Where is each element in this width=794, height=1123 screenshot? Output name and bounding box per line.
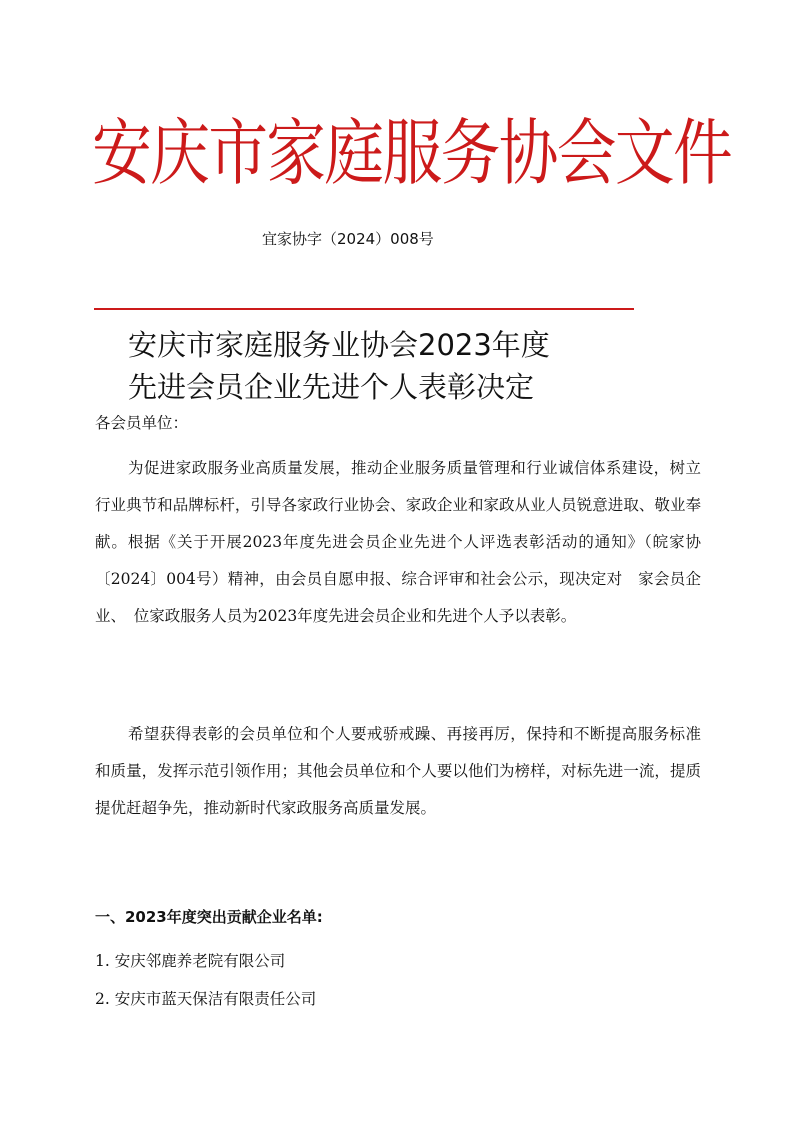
enterprise-list: [95, 950, 316, 1026]
body-paragraph-2: 希望获得表彰的会员单位和个人要戒骄戒躁、再接再厉，保持和不断提高服务标准和质量，发挥示范引领作用；其他会员单位和个人要以他们为榜样，对标先进一流，提质提优赶超争先，推动新时代家政服务高质量发展。: [95, 725, 701, 817]
masthead-title: 安庆市家庭服务协会文件: [92, 111, 732, 195]
title-line-1: 安庆市家庭服务业协会2023年度: [128, 328, 550, 362]
document-number: 宜家协字（2024）008号: [262, 230, 434, 248]
list-item: 2. 安庆市蓝天保洁有限责任公司: [95, 990, 317, 1008]
title-line-2: 先进会员企业先进个人表彰决定: [128, 370, 535, 404]
red-divider-line: [94, 308, 634, 310]
list-item: 1. 安庆邻鹿养老院有限公司: [95, 952, 286, 970]
document-title: [128, 324, 550, 408]
salutation: 各会员单位：: [95, 414, 189, 432]
body-paragraph-1: 为促进家政服务业高质量发展，推动企业服务质量管理和行业诚信体系建设，树立行业典节和品牌标杆，引导各家政行业协会、家政企业和家政从业人员锐意进取、敬业奉献。根据《关于开展2023年度先进会员企业先进个人评选表彰活动的通知》（皖家协〔2024〕004号）精神，由会员自愿申报、综合评审和社会公示，现决定对 家会员企业、 位家政服务人员为2023年度先进会员企业和先进个人予以表彰。: [95, 459, 701, 625]
section-heading-1: 一、2023年度突出贡献企业名单:: [95, 908, 323, 926]
